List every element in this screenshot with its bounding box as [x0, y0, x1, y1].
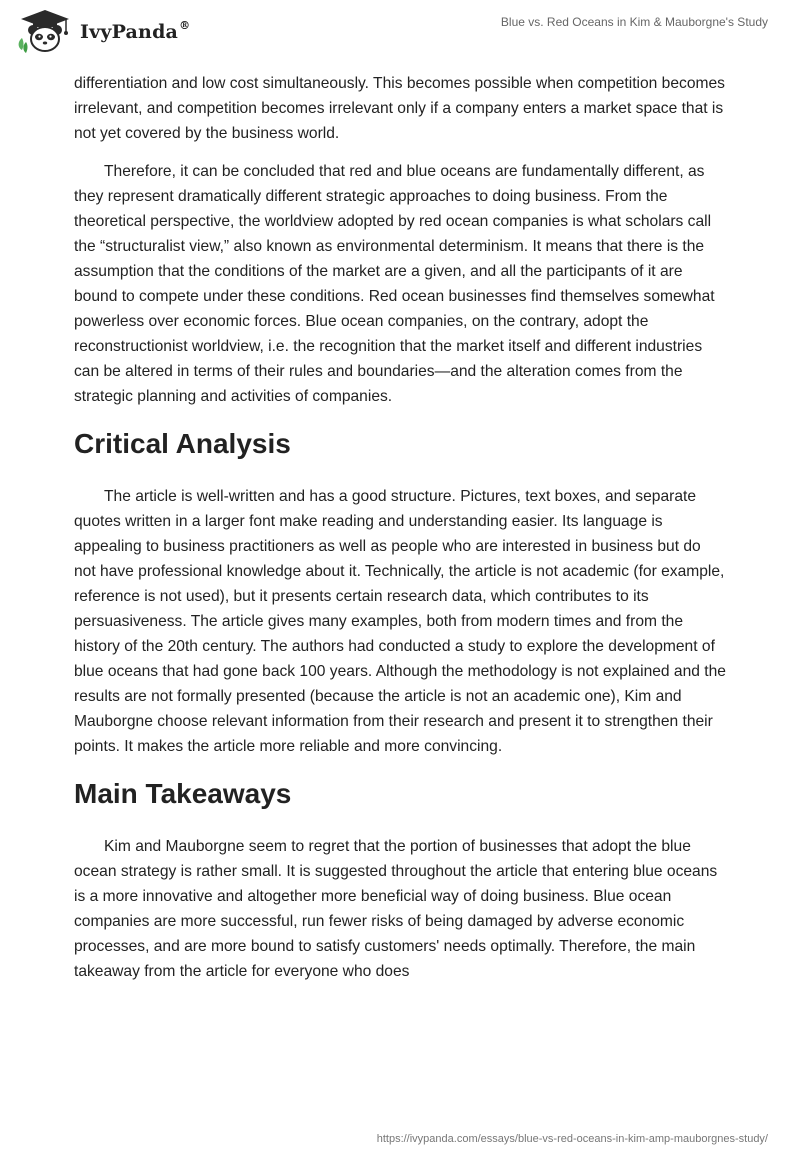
paragraph-main-takeaways: Kim and Mauborgne seem to regret that the portion of businesses that adopt the blue ocean strategy is rather small. It is suggested throughout the article that entering blue oceans is a more innovative and altogether more beneficial way of doing business. Blue ocean companies are more successful, run fewer risks of being damaged by adverse economic processes, and are more bound to satisfy customers' needs optimally. Therefore, the main takeaway from the article for everyone who does: [74, 838, 718, 980]
logo-wordmark: IvyPanda®: [80, 19, 191, 43]
page-header: [0, 0, 800, 70]
paragraph-conclusion: Therefore, it can be concluded that red and blue oceans are fundamentally different, as they represent dramatically different strategic approaches to doing business. From the theoretical perspective, the worldview adopted by red ocean companies is what scholars call the “structuralist view,” also known as environmental determinism. It means that there is the assumption that the conditions of the market are a given, and all the participants of it are bound to compete under these conditions. Red ocean businesses find themselves somewhat powerless over economic forces. Blue ocean companies, on the contrary, adopt the reconstructionist worldview, i.e. the recognition that the market itself and different industries can be altered in terms of their rules and boundaries—and the alteration comes from the strategic planning and activities of companies.: [74, 163, 715, 405]
panda-graduate-icon: [16, 8, 74, 54]
running-title: Blue vs. Red Oceans in Kim & Mauborgne's Study: [500, 15, 768, 29]
heading-main-takeaways: Main Takeaways: [74, 778, 292, 809]
paragraph-critical-analysis: The article is well-written and has a good structure. Pictures, text boxes, and separate quotes written in a larger font make reading and understanding easier. Its language is appealing to business practitioners as well as people who are interested in business but do not have professional knowledge about it. Technically, the article is not academic (for example, reference is not used), but it presents certain research data, which contributes to its persuasiveness. The article gives many examples, both from modern times and from the history of the 20th century. The authors had conducted a study to explore the development of blue oceans that had gone back 100 years. Although the methodology is not explained and the results are not formally presented (because the article is not an academic one), Kim and Mauborgne choose relevant information from their research and present it to strengthen their points. It makes the article more reliable and more convincing.: [74, 488, 726, 755]
ivypanda-logo[interactable]: [16, 8, 190, 54]
source-url[interactable]: https://ivypanda.com/essays/blue-vs-red-oceans-in-kim-amp-mauborgnes-study/: [376, 1133, 768, 1145]
paragraph-continued: differentiation and low cost simultaneously. This becomes possible when competition becomes irrelevant, and competition becomes irrelevant only if a company enters a market space that is not yet covered by the business world.: [74, 75, 725, 142]
heading-critical-analysis: Critical Analysis: [74, 428, 291, 459]
essay-content: [74, 71, 726, 997]
